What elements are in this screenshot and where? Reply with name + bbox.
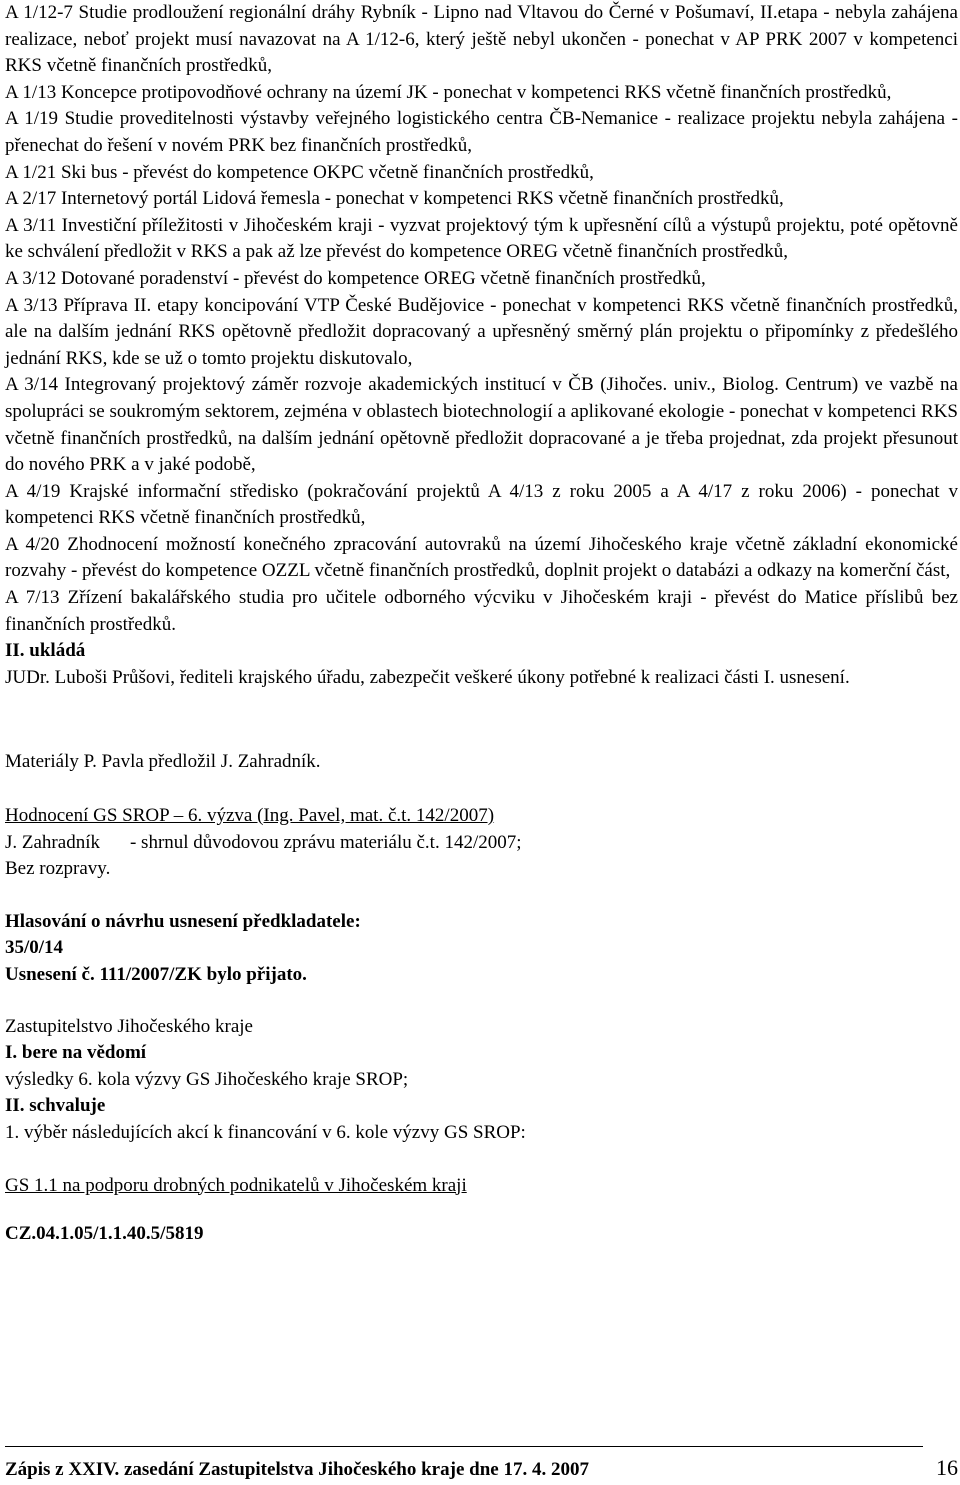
spacer xyxy=(5,883,958,909)
list-item: A 1/12-7 Studie prodloužení regionální dráhy Rybník - Lipno nad Vltavou do Černé v Pošumaví, II.etapa - nebyla zahájena realizace, neboť projekt musí navazovat na A 1/12-6, který ještě nebyl ukončen - ponechat v AP PRK 2007 v kompetenci RKS včetně finančních prostředků, xyxy=(5,2,958,77)
list-item: A 1/21 Ski bus - převést do kompetence OKPC včetně finančních prostředků, xyxy=(5,161,594,183)
no-debate: Bez rozpravy. xyxy=(5,858,111,880)
resolution-line: Usnesení č. 111/2007/ZK bylo přijato. xyxy=(5,964,307,985)
list-item: A 4/19 Krajské informační středisko (pokračování projektů A 4/13 z roku 2005 a A 4/17 z roku 2006) - ponechat v kompetenci RKS včetně finančních prostředků, xyxy=(5,480,958,529)
speaker-text: - shrnul důvodovou zprávu materiálu č.t. 142/2007; xyxy=(129,831,522,853)
vote-result: 35/0/14 xyxy=(5,937,64,959)
section-heading-uklada: II. ukládá xyxy=(5,640,86,662)
footer-line xyxy=(5,1455,958,1484)
spacer xyxy=(5,989,958,1014)
footer-text: Zápis z XXIV. zasedání Zastupitelstva Jihočeského kraje dne 17. 4. 2007 xyxy=(5,1459,589,1480)
section-text-uklada: JUDr. Luboši Průšovi, řediteli krajského úřadu, zabezpečit veškeré úkony potřebné k realizaci části I. usnesení. xyxy=(5,666,850,688)
list-item: A 1/19 Studie proveditelnosti výstavby veřejného logistického centra ČB-Nemanice - realizace projektu nebyla zahájena - přenechat do řešení v novém PRK bez finančních prostředků, xyxy=(5,108,958,156)
section-text-bere: výsledky 6. kola výzvy GS Jihočeského kraje SROP; xyxy=(5,1068,409,1090)
project-code: CZ.04.1.05/1.1.40.5/5819 xyxy=(5,1223,204,1245)
section-text-schvaluje: 1. výběr následujících akcí k financování v 6. kole výzvy GS SROP: xyxy=(5,1121,526,1143)
spacer xyxy=(5,776,958,803)
materials-line: Materiály P. Pavla předložil J. Zahradník. xyxy=(5,751,321,773)
page-number: 16 xyxy=(936,1455,958,1480)
speaker-name: J. Zahradník xyxy=(5,831,100,853)
list-item: A 3/14 Integrovaný projektový záměr rozvoje akademických institucí v ČB (Jihočes. univ., Biolog. Centrum) ve vazbě na spolupráci se soukromým sektorem, zejména v oblastech biotechnologií a aplikované ekologie - ponechat v kompetenci RKS včetně finančních prostředků, na dalším jednání opětovně předložit dopracované a je třeba projednat, zda projekt přesunout do nového PRK a v jaké podobě, xyxy=(5,374,958,476)
vote-heading: Hlasování o návrhu usnesení předkladatele: xyxy=(5,910,361,932)
spacer xyxy=(5,1147,958,1173)
document-body xyxy=(5,0,958,1248)
agenda-title: Hodnocení GS SROP – 6. výzva (Ing. Pavel, mat. č.t. 142/2007) xyxy=(5,805,495,827)
list-item: A 1/13 Koncepce protipovodňové ochrany na území JK - ponechat v kompetenci RKS včetně finančních prostředků, xyxy=(5,81,892,103)
page-footer xyxy=(5,1446,958,1484)
list-item: A 3/11 Investiční příležitosti v Jihočeském kraji - vyzvat projektový tým k upřesnění cílů a výstupů projektu, poté opětovně ke schválení předložit v RKS a pak až lze převést do kompetence OREG včetně finančních prostředků, xyxy=(5,214,958,263)
section-heading-schvaluje: II. schvaluje xyxy=(5,1095,106,1117)
section-heading-bere: I. bere na vědomí xyxy=(5,1042,147,1064)
list-item: A 2/17 Internetový portál Lidová řemesla - ponechat v kompetenci RKS včetně finančních prostředků, xyxy=(5,188,784,210)
list-item: A 4/20 Zhodnocení možností konečného zpracování autovraků na území Jihočeského kraje včetně základní ekonomické rozvahy - převést do kompetence OZZL včetně finančních prostředků, doplnit projekt o databázi a odkazy na komerční část, xyxy=(5,533,958,582)
spacer xyxy=(5,691,958,749)
list-item: A 3/12 Dotované poradenství - převést do kompetence OREG včetně finančních prostředků, xyxy=(5,267,706,289)
speaker-line xyxy=(5,830,958,857)
list-item: A 3/13 Příprava II. etapy koncipování VTP České Budějovice - ponechat v kompetenci RKS včetně finančních prostředků, ale na dalším jednání RKS opětovně předložit dopracovaný a upřesněný směrný plán projektu o připomínky z předešlého jednání RKS, kde se už o tomto projektu diskutovalo, xyxy=(5,294,958,369)
gs-title: GS 1.1 na podporu drobných podnikatelů v Jihočeském kraji xyxy=(5,1174,467,1196)
list-item: A 7/13 Zřízení bakalářského studia pro učitele odborného výcviku v Jihočeském kraji - převést do Matice příslibů bez finančních prostředků. xyxy=(5,587,958,635)
spacer xyxy=(5,1199,958,1221)
body-name: Zastupitelstvo Jihočeského kraje xyxy=(5,1015,253,1037)
footer-divider xyxy=(5,1446,923,1447)
